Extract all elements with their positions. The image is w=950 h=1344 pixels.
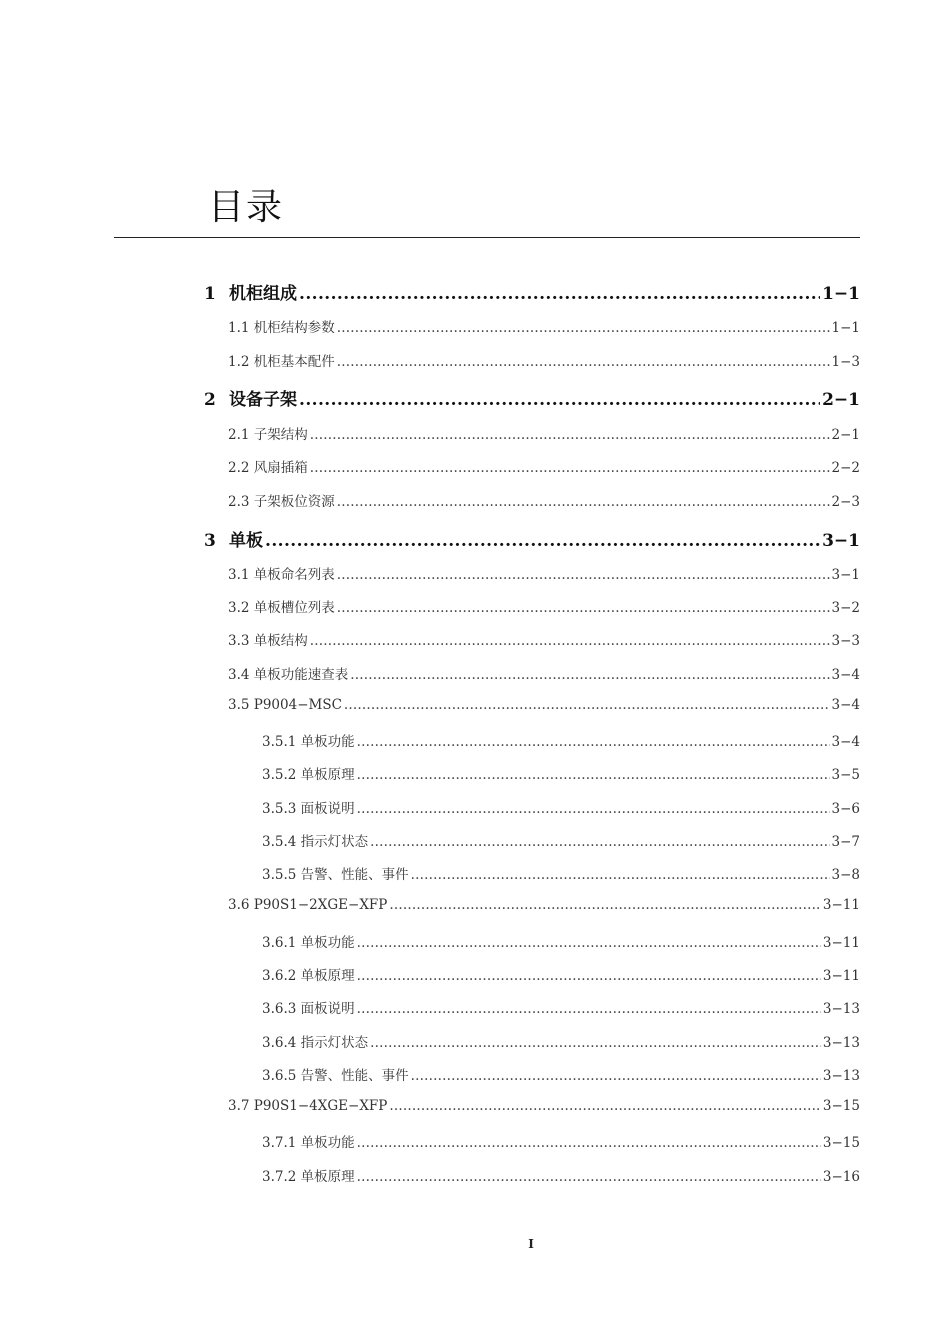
toc-entry-1-1[interactable] — [228, 316, 860, 336]
toc-leader-dots — [411, 1068, 821, 1084]
toc-entry-title: 3.6.4 指示灯状态 — [262, 1035, 369, 1051]
toc-entry-title: 3.3 单板结构 — [228, 633, 308, 649]
toc-entry-title: 3.6 P90S1−2XGE−XFP — [228, 897, 388, 913]
toc-page-ref: 3−4 — [831, 667, 860, 683]
toc-leader-dots — [350, 667, 829, 683]
toc-entry-title: 3.6.5 告警、性能、事件 — [262, 1068, 409, 1084]
toc-page-ref: 3−15 — [822, 1135, 860, 1151]
toc-leader-dots — [357, 734, 830, 750]
toc-entry-title: 3.5.4 指示灯状态 — [262, 834, 369, 850]
toc-entry-2-1[interactable] — [228, 423, 860, 443]
toc-entry-title: 设备子架 — [229, 390, 297, 410]
toc-entry-1-2[interactable] — [228, 350, 860, 370]
toc-entry-title: 3.7.1 单板功能 — [262, 1135, 355, 1151]
toc-entry-title: 3.5.1 单板功能 — [262, 734, 355, 750]
toc-chapter-number: 2 — [204, 390, 216, 410]
toc-page-ref: 3−8 — [831, 867, 860, 883]
toc-entry-3-5-5[interactable] — [262, 863, 860, 883]
toc-leader-dots — [337, 320, 830, 336]
toc-entry-title: 2.1 子架结构 — [228, 427, 308, 443]
toc-entry-title: 3.6.1 单板功能 — [262, 935, 355, 951]
toc-leader-dots — [389, 897, 821, 913]
toc-page-ref: 3−2 — [831, 600, 860, 616]
toc-entry-3-7-2[interactable] — [262, 1165, 860, 1185]
toc-entry-3-5-4[interactable] — [262, 830, 860, 850]
toc-entry-label — [204, 385, 297, 410]
toc-entry-title: 3.7.2 单板原理 — [262, 1169, 355, 1185]
toc-page-ref: 3−6 — [831, 801, 860, 817]
toc-page-ref: 2−3 — [831, 494, 860, 510]
toc-entry-title: 单板 — [229, 531, 263, 551]
toc-entry-3-5-2[interactable] — [262, 763, 860, 783]
toc-chapter-number: 3 — [204, 531, 216, 551]
toc-leader-dots — [337, 494, 830, 510]
toc-leader-dots — [337, 354, 830, 370]
toc-leader-dots — [370, 1035, 821, 1051]
toc-entry-title: 3.5.2 单板原理 — [262, 767, 355, 783]
toc-entry-3-5-1[interactable] — [262, 730, 860, 750]
toc-leader-dots — [344, 697, 830, 713]
toc-entry-title: 3.4 单板功能速查表 — [228, 667, 349, 683]
toc-entry-3-5[interactable] — [228, 697, 860, 713]
toc-leader-dots — [357, 767, 830, 783]
toc-page-ref: 2−1 — [822, 390, 860, 410]
toc-leader-dots — [337, 567, 830, 583]
toc-leader-dots — [357, 968, 821, 984]
toc-leader-dots — [357, 1135, 821, 1151]
title-divider — [114, 237, 860, 238]
toc-page-ref: 3−13 — [822, 1001, 860, 1017]
toc-page-ref: 3−11 — [822, 968, 860, 984]
toc-entry-3-6-2[interactable] — [262, 964, 860, 984]
toc-page-ref: 3−4 — [831, 697, 860, 713]
toc-page-ref: 3−15 — [822, 1098, 860, 1114]
toc-page-ref: 3−3 — [831, 633, 860, 649]
toc-entry-title: 3.5.3 面板说明 — [262, 801, 355, 817]
toc-page-ref: 3−13 — [822, 1068, 860, 1084]
toc-entry-chapter-3[interactable] — [204, 526, 860, 551]
toc-entry-chapter-1[interactable] — [204, 279, 860, 304]
toc-page-ref: 3−11 — [822, 897, 860, 913]
toc-entry-3-6-1[interactable] — [262, 931, 860, 951]
toc-entry-title: 3.1 单板命名列表 — [228, 567, 335, 583]
toc-leader-dots — [310, 427, 830, 443]
toc-entry-chapter-2[interactable] — [204, 385, 860, 410]
toc-leader-dots — [265, 531, 820, 551]
toc-leader-dots — [370, 834, 829, 850]
toc-page-ref: 1−1 — [822, 284, 860, 304]
toc-entry-3-4[interactable] — [228, 663, 860, 683]
toc-entry-3-2[interactable] — [228, 596, 860, 616]
toc-page-ref: 1−3 — [831, 354, 860, 370]
toc-entry-title: 3.2 单板槽位列表 — [228, 600, 335, 616]
toc-page-ref: 3−1 — [831, 567, 860, 583]
toc-entry-title: 2.3 子架板位资源 — [228, 494, 335, 510]
toc-page-ref: 3−11 — [822, 935, 860, 951]
toc-entry-2-3[interactable] — [228, 490, 860, 510]
toc-entry-3-5-3[interactable] — [262, 797, 860, 817]
toc-leader-dots — [389, 1098, 821, 1114]
toc-entry-title: 1.2 机柜基本配件 — [228, 354, 335, 370]
toc-leader-dots — [310, 460, 830, 476]
page-title: 目录 — [208, 187, 285, 228]
toc-entry-title: 3.5 P9004−MSC — [228, 697, 342, 713]
toc-entry-2-2[interactable] — [228, 456, 860, 476]
toc-leader-dots — [357, 935, 821, 951]
toc-entry-title: 3.5.5 告警、性能、事件 — [262, 867, 409, 883]
toc-entry-3-7-1[interactable] — [262, 1131, 860, 1151]
toc-entry-3-3[interactable] — [228, 629, 860, 649]
toc-page-ref: 2−1 — [831, 427, 860, 443]
toc-leader-dots — [299, 284, 820, 304]
toc-page-ref: 3−16 — [822, 1169, 860, 1185]
toc-entry-3-6-5[interactable] — [262, 1064, 860, 1084]
toc-entry-title: 机柜组成 — [229, 284, 297, 304]
toc-page-ref: 3−5 — [831, 767, 860, 783]
toc-page-ref: 3−4 — [831, 734, 860, 750]
toc-page-ref: 3−13 — [822, 1035, 860, 1051]
toc-entry-3-1[interactable] — [228, 563, 860, 583]
toc-entry-title: 2.2 风扇插箱 — [228, 460, 308, 476]
toc-leader-dots — [357, 1169, 821, 1185]
page-number: I — [528, 1237, 534, 1251]
toc-leader-dots — [299, 390, 820, 410]
toc-entry-3-6-3[interactable] — [262, 997, 860, 1017]
toc-page-ref: 1−1 — [831, 320, 860, 336]
toc-leader-dots — [310, 633, 830, 649]
toc-leader-dots — [337, 600, 830, 616]
toc-entry-title: 1.1 机柜结构参数 — [228, 320, 335, 336]
toc-entry-label — [204, 526, 263, 551]
toc-page-ref: 3−1 — [822, 531, 860, 551]
toc-entry-title: 3.7 P90S1−4XGE−XFP — [228, 1098, 388, 1114]
toc-leader-dots — [411, 867, 830, 883]
toc-entry-3-6[interactable] — [228, 897, 860, 913]
toc-page-ref: 3−7 — [831, 834, 860, 850]
toc-entry-3-7[interactable] — [228, 1098, 860, 1114]
toc-entry-label — [204, 279, 297, 304]
toc-entry-3-6-4[interactable] — [262, 1031, 860, 1051]
toc-leader-dots — [357, 1001, 821, 1017]
toc-entry-title: 3.6.3 面板说明 — [262, 1001, 355, 1017]
toc-chapter-number: 1 — [204, 284, 216, 304]
toc-page-ref: 2−2 — [831, 460, 860, 476]
toc-leader-dots — [357, 801, 830, 817]
toc-entry-title: 3.6.2 单板原理 — [262, 968, 355, 984]
